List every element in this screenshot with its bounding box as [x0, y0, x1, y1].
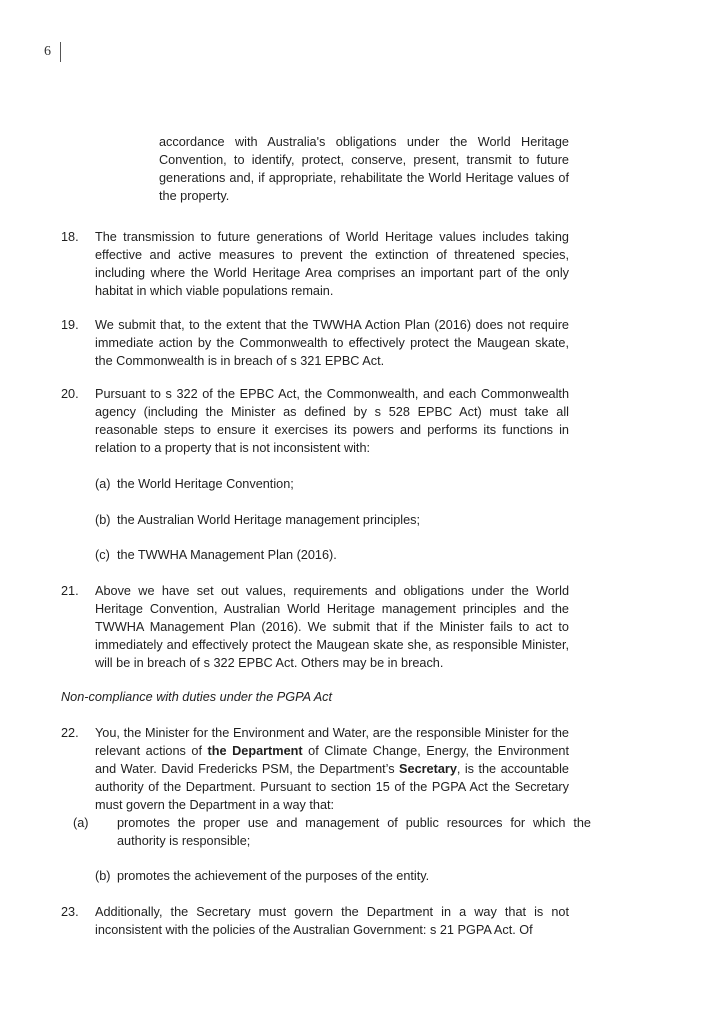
item-label: (a) — [73, 816, 89, 830]
item-label: (c) — [95, 548, 110, 562]
item-text: the World Heritage Convention; — [117, 477, 294, 491]
defined-term-secretary: Secretary — [399, 762, 457, 776]
paragraph-23-text: Additionally, the Secretary must govern the Department in a way that is not inconsistent with the policies of the Australian Government: s 21 PGPA Act. Of — [95, 905, 569, 937]
item-text: the TWWHA Management Plan (2016). — [117, 548, 337, 562]
paragraph-21-text: Above we have set out values, requirements and obligations under the World Heritage Convention, Australian World Heritage management principles and the TWWHA Management Plan (2016). We submit that if the Minister fails to act to immediately and effectively protect the Maugean skate she, as responsible Minister, will be in breach of s 322 EPBC Act. Others may be in breach. — [95, 584, 569, 670]
text-run: of Climate Change, Energy, the Environment and Water. David Fredericks PSM, the Department’s — [95, 744, 570, 776]
text-run: , is the accountable authority of the Department. Pursuant to section 15 of the PGPA Act the Secretary must govern the Department in a way that: — [95, 762, 569, 812]
paragraph-22-item-a — [73, 814, 591, 850]
paragraph-22-number: 22. — [61, 726, 79, 740]
paragraph-19-number: 19. — [61, 318, 79, 332]
paragraph-20-item-c — [95, 546, 569, 564]
paragraph-20-text: Pursuant to s 322 of the EPBC Act, the Commonwealth, and each Commonwealth agency (including the Minister as defined by s 528 EPBC Act) must take all reasonable steps to ensure it exercises its powers and performs its functions in relation to a property that is not inconsistent with: — [95, 387, 569, 455]
paragraph-20-item-b — [95, 511, 569, 529]
item-text: promotes the achievement of the purposes of the entity. — [117, 869, 430, 883]
continuation-paragraph: accordance with Australia's obligations under the World Heritage Convention, to identify, protect, conserve, present, transmit to future generations and, if appropriate, rehabilitate the World Heritage values of the property. — [159, 135, 569, 203]
defined-term-department: the Department — [207, 744, 303, 758]
paragraph-21-number: 21. — [61, 584, 79, 598]
paragraph-20-number: 20. — [61, 387, 79, 401]
paragraph-18-text: The transmission to future generations of World Heritage values includes taking effective and active measures to prevent the extinction of threatened species, including where the World Heritage Area comprises an important part of the only habitat in which viable populations remain. — [95, 230, 569, 298]
item-label: (b) — [95, 869, 111, 883]
paragraph-22-text — [95, 724, 569, 814]
item-label: (a) — [95, 477, 111, 491]
page-number: 6 — [44, 44, 51, 59]
paragraph-19-text: We submit that, to the extent that the TWWHA Action Plan (2016) does not require immediate action by the Commonwealth to effectively protect the Maugean skate, the Commonwealth is in breach of s 321 EPBC Act. — [95, 318, 569, 368]
page-number-divider — [60, 42, 61, 62]
section-heading: Non-compliance with duties under the PGPA Act — [61, 690, 333, 704]
paragraph-18-number: 18. — [61, 230, 79, 244]
paragraph-20-item-a — [95, 475, 569, 493]
item-text: the Australian World Heritage management principles; — [117, 513, 421, 527]
text-run: You, the Minister for the Environment and Water, are the responsible Minister for the relevant actions of — [95, 726, 569, 758]
paragraph-23-number: 23. — [61, 905, 79, 919]
item-text: promotes the proper use and management of public resources for which the authority is responsible; — [117, 816, 591, 848]
item-label: (b) — [95, 513, 111, 527]
paragraph-22-item-b — [95, 867, 569, 885]
